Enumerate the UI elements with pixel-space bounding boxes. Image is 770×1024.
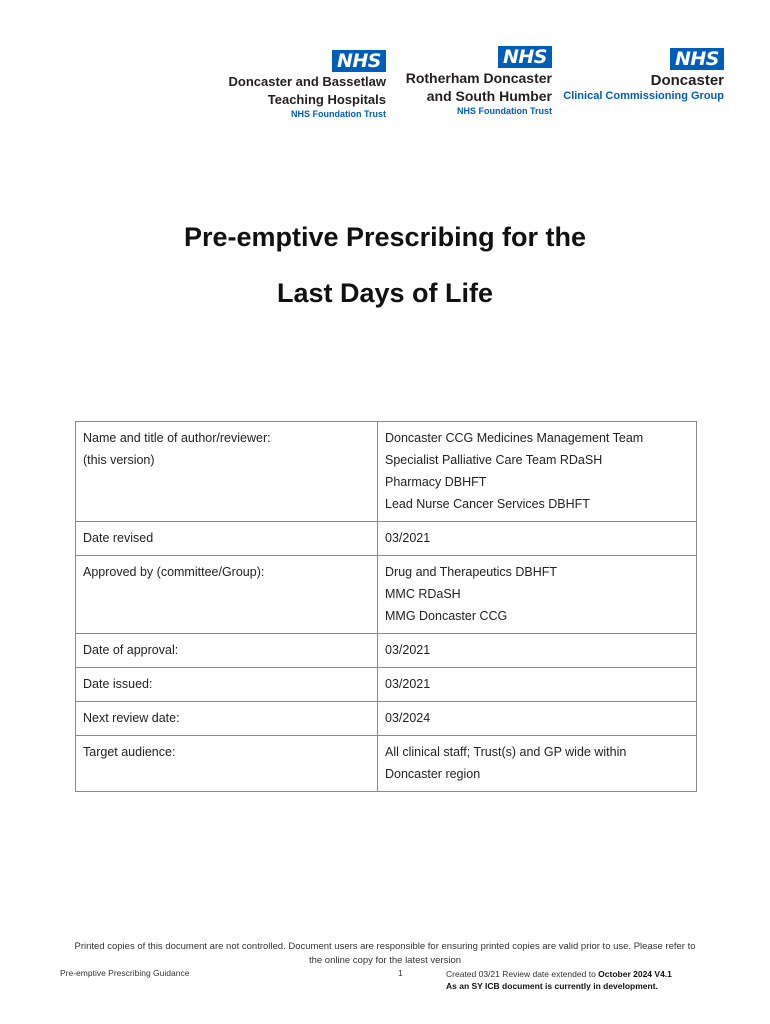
- value-text: Specialist Palliative Care Team RDaSH: [385, 453, 603, 467]
- label-text: Approved by (committee/Group):: [83, 565, 265, 579]
- rdash-subtitle: NHS Foundation Trust: [457, 106, 552, 116]
- nhs-badge: NHS: [498, 46, 552, 68]
- row-value: [378, 668, 697, 702]
- document-title-line1: Pre-emptive Prescribing for the: [183, 222, 587, 252]
- dbth-name-line1: Doncaster and Bassetlaw: [228, 74, 386, 89]
- note-line2: the online copy for the latest version: [308, 955, 462, 966]
- dbth-subtitle: NHS Foundation Trust: [291, 109, 386, 119]
- label-text: Next review date:: [83, 711, 180, 725]
- table-row: [76, 422, 697, 522]
- value-text: Doncaster CCG Medicines Management Team: [385, 431, 644, 445]
- value-text: 03/2021: [385, 677, 431, 691]
- dbth-name-line2: Teaching Hospitals: [267, 92, 386, 107]
- rdash-name-line2: and South Humber: [426, 88, 552, 104]
- value-text: 03/2021: [385, 531, 431, 545]
- row-value: [378, 736, 697, 792]
- table-row: [76, 702, 697, 736]
- row-label: [76, 736, 378, 792]
- label-text: Date of approval:: [83, 643, 179, 657]
- value-text: Drug and Therapeutics DBHFT: [385, 565, 558, 579]
- ccg-subtitle: Clinical Commissioning Group: [563, 90, 724, 102]
- row-label: [76, 668, 378, 702]
- label-text: Name and title of author/reviewer:: [83, 431, 271, 445]
- value-text: 03/2024: [385, 711, 431, 725]
- footer-document-name: Pre-emptive Prescribing Guidance: [60, 968, 190, 978]
- row-label: [76, 556, 378, 634]
- review-info-prefix: Created 03/21 Review date extended to: [446, 969, 599, 979]
- value-text: MMG Doncaster CCG: [385, 609, 508, 623]
- value-text: 03/2021: [385, 643, 431, 657]
- row-value: [378, 522, 697, 556]
- row-value: [378, 634, 697, 668]
- review-info-line2: As an SY ICB document is currently in development.: [446, 981, 658, 991]
- document-title-line2: Last Days of Life: [276, 278, 494, 308]
- label-text: Date revised: [83, 531, 154, 545]
- row-value: [378, 556, 697, 634]
- dbth-logo: [210, 50, 386, 120]
- row-label: [76, 522, 378, 556]
- label-text: Date issued:: [83, 677, 153, 691]
- ccg-name: Doncaster: [650, 72, 724, 89]
- value-text: MMC RDaSH: [385, 587, 461, 601]
- table-row: [76, 668, 697, 702]
- row-label: [76, 702, 378, 736]
- nhs-badge: NHS: [670, 48, 724, 70]
- nhs-badge: NHS: [332, 50, 386, 72]
- rdash-logo: [384, 46, 552, 117]
- row-label: [76, 422, 378, 522]
- document-info-table: [75, 421, 697, 792]
- table-row: [76, 736, 697, 792]
- ccg-logo: [552, 48, 724, 103]
- label-text: (this version): [83, 453, 155, 467]
- rdash-name-line1: Rotherham Doncaster: [405, 70, 552, 86]
- row-label: [76, 634, 378, 668]
- value-text: Pharmacy DBHFT: [385, 475, 487, 489]
- review-info-version: October 2024 V4.1: [598, 969, 672, 979]
- value-text: All clinical staff; Trust(s) and GP wide within: [385, 745, 627, 759]
- row-value: [378, 422, 697, 522]
- table-row: [76, 634, 697, 668]
- page-number: 1: [398, 968, 403, 978]
- footer-review-info: [446, 968, 672, 992]
- table-row: [76, 556, 697, 634]
- value-text: Lead Nurse Cancer Services DBHFT: [385, 497, 590, 511]
- logo-banner: [0, 44, 770, 124]
- value-text: Doncaster region: [385, 767, 481, 781]
- note-line1: Printed copies of this document are not controlled. Document users are responsible for ensuring printed copies are valid prior to use. Please refer to: [74, 941, 696, 952]
- printed-copies-note: [20, 940, 750, 968]
- label-text: Target audience:: [83, 745, 176, 759]
- table-row: [76, 522, 697, 556]
- row-value: [378, 702, 697, 736]
